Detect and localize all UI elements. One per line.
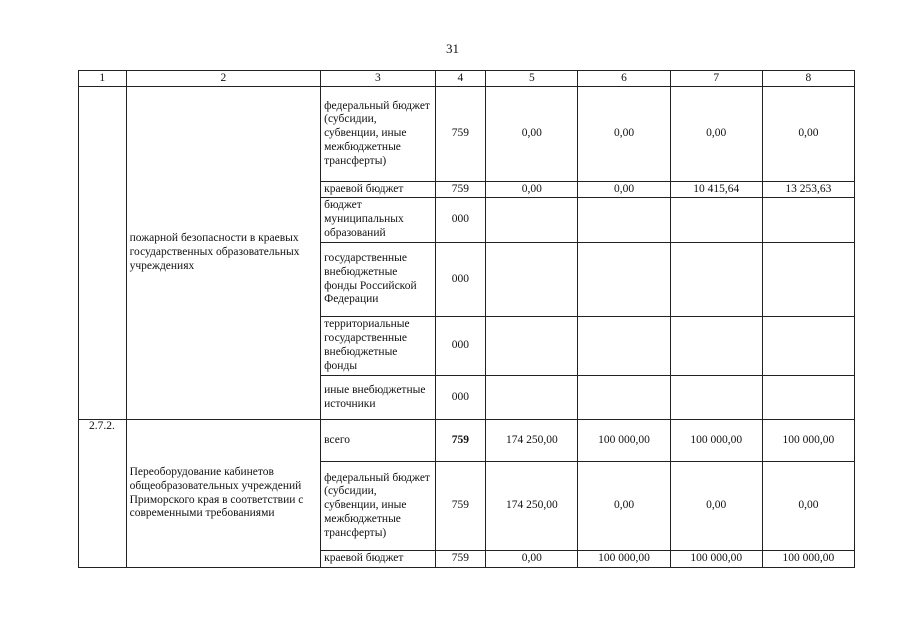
budget-code: 000 <box>435 317 486 376</box>
value-col8: 100 000,00 <box>762 420 854 462</box>
value-col7: 100 000,00 <box>670 551 762 568</box>
column-header: 6 <box>578 71 670 87</box>
value-col7 <box>670 376 762 420</box>
funding-source: бюджет муниципальных образований <box>321 198 435 243</box>
budget-table <box>78 70 855 568</box>
value-col8 <box>762 317 854 376</box>
value-col5: 174 250,00 <box>486 420 578 462</box>
budget-code: 000 <box>435 376 486 420</box>
value-col7: 0,00 <box>670 87 762 182</box>
column-header: 5 <box>486 71 578 87</box>
funding-source: федеральный бюджет (субсидии, субвенции, иные межбюджетные трансферты) <box>321 462 435 551</box>
value-col6: 0,00 <box>578 462 670 551</box>
funding-source: краевой бюджет <box>321 182 435 198</box>
funding-source: иные внебюджетные источники <box>321 376 435 420</box>
measure-description: пожарной безопасности в краевых государственных образовательных учреждениях <box>126 87 321 420</box>
budget-code: 759 <box>435 182 486 198</box>
funding-source: федеральный бюджет (субсидии, субвенции, иные межбюджетные трансферты) <box>321 87 435 182</box>
measure-description: Переоборудование кабинетов общеобразовательных учреждений Приморского края в соответствии с современными требованиями <box>126 420 321 568</box>
column-number-row <box>79 71 855 87</box>
value-col6 <box>578 317 670 376</box>
column-header: 4 <box>435 71 486 87</box>
value-col5: 0,00 <box>486 551 578 568</box>
value-col6 <box>578 376 670 420</box>
table-row <box>79 87 855 182</box>
funding-source: территориальные государственные внебюджетные фонды <box>321 317 435 376</box>
value-col8: 13 253,63 <box>762 182 854 198</box>
item-number-cell <box>79 87 127 420</box>
value-col5 <box>486 376 578 420</box>
value-col6: 0,00 <box>578 87 670 182</box>
value-col7: 10 415,64 <box>670 182 762 198</box>
column-header: 7 <box>670 71 762 87</box>
item-number: 2.7.2. <box>79 420 127 568</box>
value-col6 <box>578 243 670 317</box>
value-col5: 174 250,00 <box>486 462 578 551</box>
value-col6: 0,00 <box>578 182 670 198</box>
budget-code: 759 <box>435 462 486 551</box>
value-col7 <box>670 317 762 376</box>
column-header: 3 <box>321 71 435 87</box>
value-col5: 0,00 <box>486 182 578 198</box>
page-number: 31 <box>446 41 459 56</box>
value-col6 <box>578 198 670 243</box>
value-col8: 100 000,00 <box>762 551 854 568</box>
value-col8: 0,00 <box>762 462 854 551</box>
value-col7: 100 000,00 <box>670 420 762 462</box>
column-header: 8 <box>762 71 854 87</box>
budget-code: 000 <box>435 198 486 243</box>
column-header: 2 <box>126 71 321 87</box>
value-col5: 0,00 <box>486 87 578 182</box>
budget-code: 759 <box>435 420 486 462</box>
funding-source: краевой бюджет <box>321 551 435 568</box>
value-col5 <box>486 198 578 243</box>
value-col8 <box>762 243 854 317</box>
value-col8: 0,00 <box>762 87 854 182</box>
budget-code: 759 <box>435 87 486 182</box>
value-col7: 0,00 <box>670 462 762 551</box>
funding-source: государственные внебюджетные фонды Российской Федерации <box>321 243 435 317</box>
value-col7 <box>670 243 762 317</box>
budget-code: 000 <box>435 243 486 317</box>
value-col8 <box>762 198 854 243</box>
column-header: 1 <box>79 71 127 87</box>
table-row <box>79 420 855 462</box>
value-col5 <box>486 317 578 376</box>
value-col5 <box>486 243 578 317</box>
budget-code: 759 <box>435 551 486 568</box>
value-col6: 100 000,00 <box>578 551 670 568</box>
value-col6: 100 000,00 <box>578 420 670 462</box>
value-col8 <box>762 376 854 420</box>
value-col7 <box>670 198 762 243</box>
funding-source: всего <box>321 420 435 462</box>
